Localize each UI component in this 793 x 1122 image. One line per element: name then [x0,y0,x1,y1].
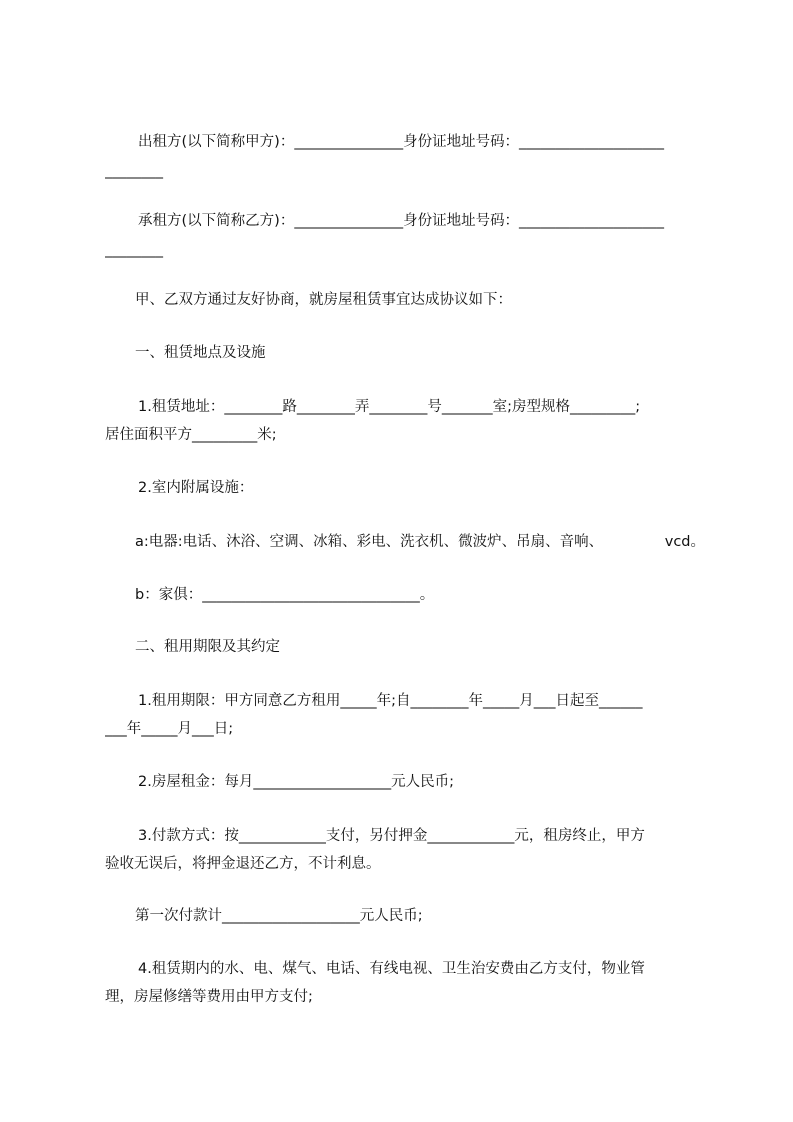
clause-utilities: 4.租赁期内的水、电、煤气、电话、有线电视、卫生治安费由乙方支付，物业管 [138,961,645,977]
clause-utilities-continued: 理，房屋修缮等费用由甲方支付; [105,989,313,1005]
section-heading-term: 二、租用期限及其约定 [135,639,280,655]
furniture-line: b：家俱：______________________________。 [135,587,435,603]
clause-payment-continued: 验收无误后，将押金退还乙方，不计利息。 [105,856,381,872]
clause-lease-term: 1.租用期限：甲方同意乙方租用_____年;自________年_____月___日起至______ [138,693,643,709]
clause-address-continued: 居住面积平方_________米; [105,427,277,443]
clause-payment: 3.付款方式：按____________支付，另付押金____________元，租房终止，甲方 [138,828,645,844]
agreement-intro: 甲、乙双方通过友好协商，就房屋租赁事宜达成协议如下： [135,292,512,308]
first-payment-line: 第一次付款计___________________元人民币; [135,908,423,924]
lessee-line: 承租方(以下简称乙方)：_______________身份证地址号码：____________________ [138,213,665,229]
clause-address: 1.租赁地址：________路________弄________号_______室;房型规格_________; [138,399,641,415]
clause-rent: 2.房屋租金：每月___________________元人民币; [138,774,454,790]
lessor-line-continued: ________ [105,163,163,179]
appliances-line [105,531,705,553]
clause-lease-term-continued: ___年_____月___日; [105,721,234,737]
lessor-line: 出租方(以下简称甲方)：_______________身份证地址号码：____________________ [138,134,665,150]
appliances-vcd: vcd。 [664,534,705,550]
section-heading-location: 一、租赁地点及设施 [135,345,266,361]
appliances-list: a:电器:电话、沐浴、空调、冰箱、彩电、洗衣机、微波炉、吊扇、音响、 [135,534,604,550]
clause-facilities: 2.室内附属设施： [138,480,254,496]
lessee-line-continued: ________ [105,242,163,258]
